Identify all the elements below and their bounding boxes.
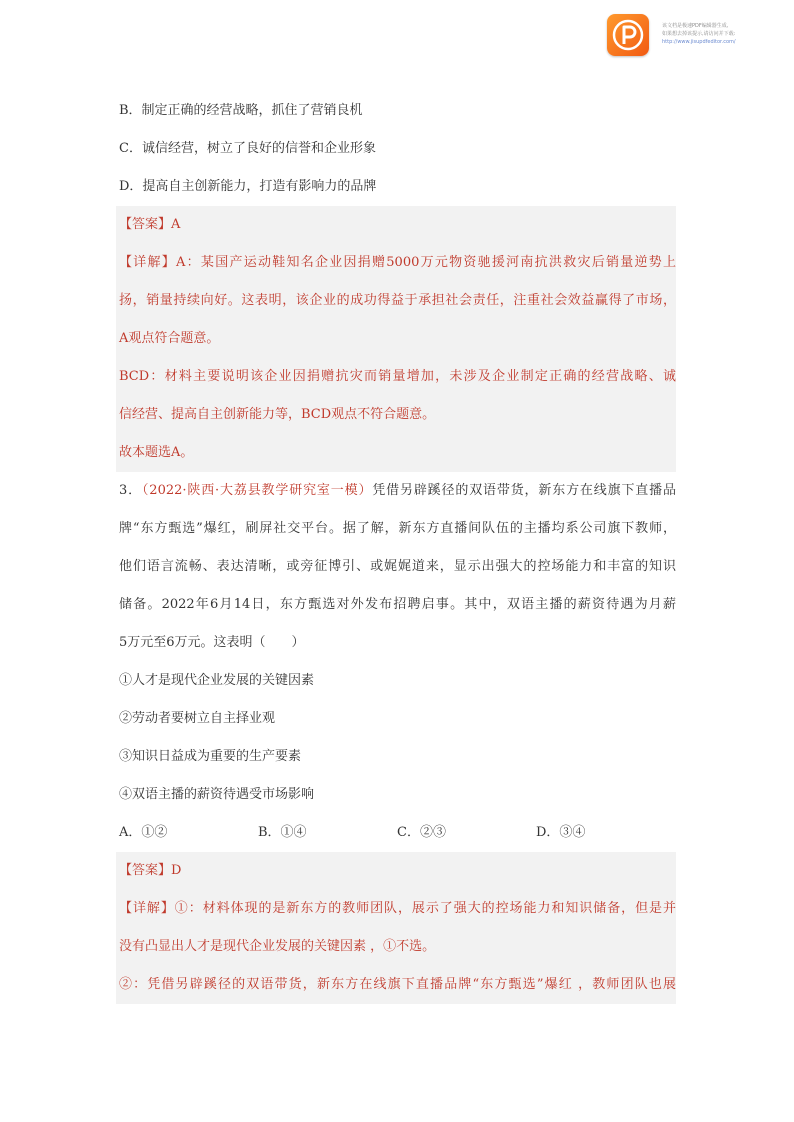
q2-detail-line-2: 扬，销量持续向好。这表明，该企业的成功得益于承担社会责任，注重社会效益赢得了市场， [119, 293, 676, 308]
q2-detail-line-1: 【详解】A：某国产运动鞋知名企业因捐赠5000万元物资驰援河南抗洪救灾后销量逆势上 [119, 255, 676, 270]
q3-item-1: ①人才是现代企业发展的关键因素 [119, 673, 315, 688]
q2-option-d: D．提高自主创新能力，打造有影响力的品牌 [119, 179, 377, 194]
q3-detail-line-2: 没有凸显出人才是现代企业发展的关键因素 ，①不选。 [119, 939, 436, 954]
q3-stem-line-5: 5万元至6万元。这表明（ ） [119, 635, 305, 650]
q3-stem-line-4: 储备。2022年6月14日，东方甄选对外发布招聘启事。其中，双语主播的薪资待遇为月薪 [119, 597, 676, 612]
notice-url-link[interactable]: http://www.jisupdfeditor.com/ [662, 39, 736, 45]
q2-answer: 【答案】A [119, 217, 181, 232]
q3-detail-line-1: 【详解】①：材料体现的是新东方的教师团队，展示了强大的控场能力和知识储备，但是并 [119, 901, 676, 916]
q3-stem-line-1 [119, 472, 676, 510]
q3-answer-box [116, 852, 676, 1004]
watermark-notice [662, 22, 792, 46]
q3-number: 3． [119, 483, 142, 498]
q3-source: （2022·陕西·大荔县教学研究室一模） [141, 483, 373, 498]
q3-option-d: D．③④ [536, 825, 586, 840]
q2-detail-line-4: BCD：材料主要说明该企业因捐赠抗灾而销量增加，未涉及企业制定正确的经营战略、诚 [119, 369, 676, 384]
q3-option-a: A．①② [119, 825, 168, 840]
q3-item-3: ③知识日益成为重要的生产要素 [119, 749, 302, 764]
q3-item-4: ④双语主播的薪资待遇受市场影响 [119, 787, 315, 802]
q3-option-c: C．②③ [397, 825, 446, 840]
q3-item-2: ②劳动者要树立自主择业观 [119, 711, 276, 726]
q3-options-row [119, 814, 676, 852]
q3-detail-line-3: ②：凭借另辟蹊径的双语带货，新东方在线旗下直播品牌“东方甄选”爆红 ，教师团队也展 [119, 977, 676, 992]
q2-option-b: B．制定正确的经营战略，抓住了营销良机 [119, 103, 363, 118]
document-body [119, 92, 676, 1004]
q2-detail-line-6: 故本题选A。 [119, 445, 194, 460]
q3-option-b: B．①④ [258, 825, 307, 840]
q2-detail-line-5: 信经营、提高自主创新能力等，BCD观点不符合题意。 [119, 407, 436, 422]
q3-stem-text-1: 凭借另辟蹊径的双语带货，新东方在线旗下直播品 [372, 483, 676, 498]
notice-line-2: 如果想去掉该提示,请访问并下载: [662, 31, 736, 37]
q2-answer-box [116, 206, 676, 472]
q2-detail-line-3: A观点符合题意。 [119, 331, 220, 346]
notice-line-1: 该文档是极速PDF编辑器生成, [662, 23, 729, 29]
pdf-editor-logo-icon [607, 14, 649, 56]
q3-answer: 【答案】D [119, 863, 182, 878]
q3-stem-line-2: 牌“东方甄选”爆红，刷屏社交平台。据了解，新东方直播间队伍的主播均系公司旗下教师， [119, 521, 676, 536]
q2-option-c: C．诚信经营，树立了良好的信誉和企业形象 [119, 141, 376, 156]
q3-stem-line-3: 他们语言流畅、表达清晰，或旁征博引、或娓娓道来，显示出强大的控场能力和丰富的知识 [119, 559, 676, 574]
